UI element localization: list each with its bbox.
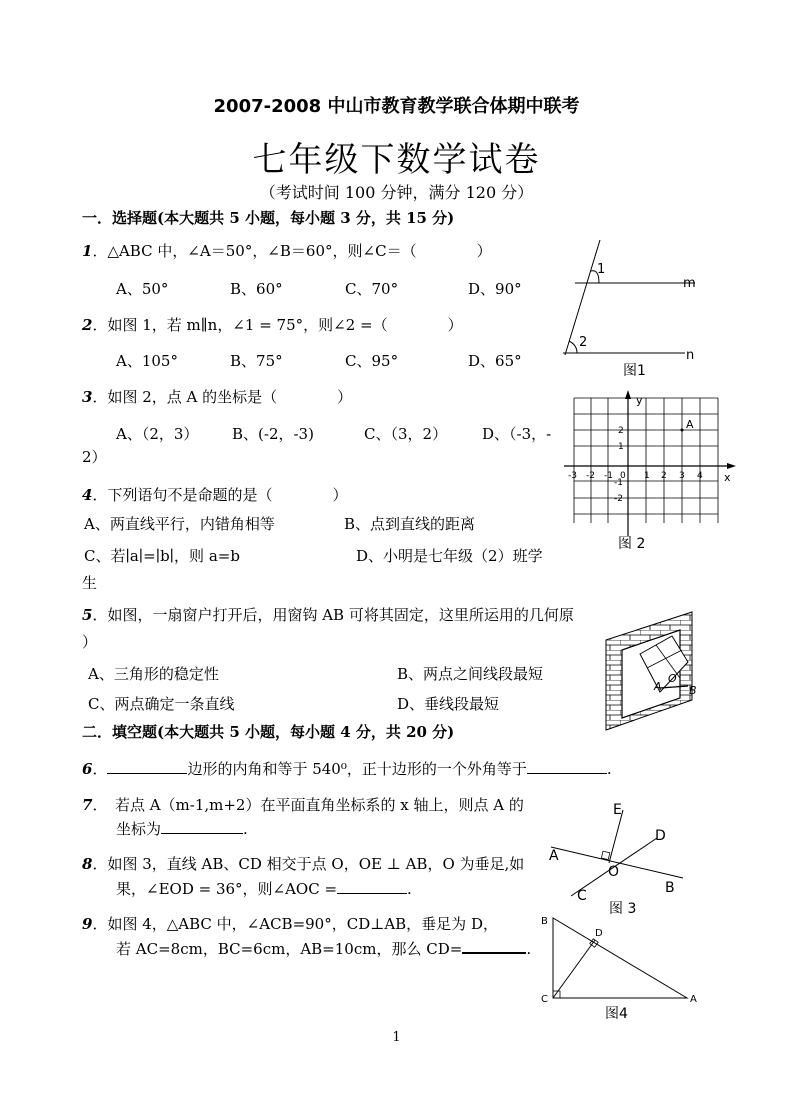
x-tick-label: -2 xyxy=(586,471,595,481)
q3-option-d-wrap: 2） xyxy=(82,448,107,466)
exam-subtitle: （考试时间 100 分钟，满分 120 分） xyxy=(259,183,534,202)
question-text: ． 若点 A（m-1,m+2）在平面直角坐标系的 x 轴上，则点 A 的 xyxy=(92,796,524,814)
question-number: 6 xyxy=(82,760,93,778)
question-text: 若 AC=8cm，BC=6cm，AB=10cm，那么 CD= xyxy=(116,940,463,958)
question-end: . xyxy=(526,940,532,958)
q5-option-c: C、两点确定一条直线 xyxy=(88,695,235,713)
figure-3 xyxy=(545,800,695,925)
question-9-line2 xyxy=(116,938,531,959)
question-text: ．△ABC 中，∠A＝50°，∠B＝60°，则∠C＝（ ） xyxy=(92,242,492,260)
x-tick-labels xyxy=(568,471,703,481)
figure-3-caption: 图 3 xyxy=(609,901,637,917)
figure-2 xyxy=(560,388,745,558)
question-end: . xyxy=(606,760,612,778)
question-number: 7 xyxy=(82,796,93,814)
label-c: C xyxy=(577,888,587,904)
label-e: E xyxy=(613,802,622,818)
exam-title: 七年级下数学试卷 xyxy=(252,140,541,180)
question-text: 边形的内角和等于 540⁰，正十边形的一个外角等于 xyxy=(187,760,527,778)
q5-option-d: D、垂线段最短 xyxy=(397,695,500,713)
q3-option-d: D、（-3，- xyxy=(482,425,552,443)
y-tick-label: -1 xyxy=(614,478,623,488)
figure-4 xyxy=(535,910,705,1025)
question-text: ．如图 2，点 A 的坐标是（ ） xyxy=(92,388,353,406)
label-b: B xyxy=(689,684,697,697)
y-tick-labels xyxy=(614,426,624,504)
question-7-line2 xyxy=(116,818,248,839)
question-8 xyxy=(82,853,524,874)
question-3 xyxy=(82,386,352,407)
exam-header-title: 2007-2008 中山市教育教学联合体期中联考 xyxy=(213,96,580,117)
question-number: 1 xyxy=(82,242,93,260)
q4-option-b: B、点到直线的距离 xyxy=(344,515,476,533)
label-n: n xyxy=(686,348,695,363)
question-2 xyxy=(82,314,463,335)
q2-option-d: D、65° xyxy=(468,352,522,370)
angle-2-arc xyxy=(569,341,577,353)
question-text: ．如图，一扇窗户打开后，用窗钩 AB 可将其固定，这里所运用的几何原 xyxy=(92,606,574,624)
label-angle-2: 2 xyxy=(579,335,588,350)
label-a: A xyxy=(549,848,559,864)
triangle-abc xyxy=(553,918,687,998)
label-a: A xyxy=(654,680,662,693)
x-tick-label: -3 xyxy=(568,471,577,481)
q5-option-b: B、两点之间线段最短 xyxy=(397,665,544,683)
section-title-choice: 一．选择题(本大题共 5 小题，每小题 3 分，共 15 分) xyxy=(82,209,455,227)
q2-option-b: B、75° xyxy=(230,352,283,370)
question-7 xyxy=(82,794,524,815)
question-end: . xyxy=(407,880,412,898)
question-number: 3 xyxy=(82,388,93,406)
question-8-line2 xyxy=(116,878,412,899)
q4-option-d: D、小明是七年级（2）班学 xyxy=(356,547,543,565)
question-6: 6． 边形的内角和等于 540⁰，正十边形的一个外角等于 . xyxy=(82,760,612,778)
section-title-fill: 二．填空题(本大题共 5 小题，每小题 4 分，共 20 分) xyxy=(82,723,455,741)
label-o: O xyxy=(668,672,677,685)
altitude-cd xyxy=(553,940,595,998)
figure-1 xyxy=(555,235,705,380)
page-number: 1 xyxy=(392,1030,401,1045)
q1-option-d: D、90° xyxy=(468,280,522,298)
answer-blank[interactable] xyxy=(527,773,607,774)
figure-2-caption: 图 2 xyxy=(618,536,646,552)
label-o: O xyxy=(608,864,620,880)
y-tick-label: -2 xyxy=(614,494,623,504)
q1-option-b: B、60° xyxy=(230,280,283,298)
q4-option-d-wrap: 生 xyxy=(82,574,98,592)
label-a: A xyxy=(690,994,697,1005)
x-tick-label: 2 xyxy=(661,471,667,481)
label-d: D xyxy=(655,828,666,844)
question-number: 8 xyxy=(82,855,93,873)
question-text: ．如图 1，若 m∥n，∠1 = 75°，则∠2 =（ ） xyxy=(92,316,463,334)
y-axis-arrow-icon xyxy=(625,390,631,399)
question-text: 果，∠EOD = 36°，则∠AOC = xyxy=(116,880,338,898)
q1-option-a: A、50° xyxy=(116,280,169,298)
x-tick-label: 4 xyxy=(697,471,703,481)
q3-option-c: C、（3，2） xyxy=(364,425,448,443)
label-x: x xyxy=(724,471,731,484)
question-text: ．如图 4，△ABC 中，∠ACB=90°，CD⊥AB，垂足为 D， xyxy=(92,915,498,933)
point-a xyxy=(681,429,684,432)
window-figure xyxy=(600,610,700,740)
question-number: 2 xyxy=(82,316,93,334)
q2-option-a: A、105° xyxy=(116,352,178,370)
answer-blank[interactable] xyxy=(337,893,407,894)
answer-blank[interactable] xyxy=(161,833,243,834)
q5-wrap: ） xyxy=(82,633,98,651)
x-tick-label: 1 xyxy=(644,471,650,481)
x-axis-arrow-icon xyxy=(727,463,736,469)
question-end: . xyxy=(243,820,248,838)
label-b: B xyxy=(541,916,548,927)
label-m: m xyxy=(683,276,696,291)
label-angle-1: 1 xyxy=(597,262,606,277)
q5-option-a: A、三角形的稳定性 xyxy=(88,665,219,683)
question-5 xyxy=(82,604,574,625)
label-c: C xyxy=(541,994,548,1005)
question-number: 4 xyxy=(82,486,93,504)
x-tick-label: 0 xyxy=(620,471,626,481)
label-d: D xyxy=(595,928,603,939)
question-text: ．如图 3，直线 AB、CD 相交于点 O，OE ⊥ AB，O 为垂足,如 xyxy=(92,855,525,873)
x-tick-label: -1 xyxy=(604,471,613,481)
right-angle-mark xyxy=(601,851,609,859)
figure-4-caption: 图4 xyxy=(605,1006,628,1022)
question-9 xyxy=(82,913,498,934)
question-text: 坐标为 xyxy=(116,820,162,838)
label-point-a: A xyxy=(686,418,694,431)
y-tick-label: 2 xyxy=(618,426,624,436)
question-4 xyxy=(82,484,347,505)
answer-blank[interactable] xyxy=(462,952,526,954)
question-number: 5 xyxy=(82,606,93,624)
answer-blank[interactable] xyxy=(107,773,187,774)
q4-option-a: A、两直线平行，内错角相等 xyxy=(84,515,275,533)
coordinate-grid xyxy=(574,398,718,523)
question-number: 9 xyxy=(82,915,93,933)
q3-option-b: B、(-2，-3) xyxy=(232,425,314,443)
q4-option-c: C、若∣a∣=∣b∣，则 a=b xyxy=(84,547,240,565)
q2-option-c: C、95° xyxy=(345,352,399,370)
label-b: B xyxy=(665,880,675,896)
x-tick-label: 3 xyxy=(679,471,685,481)
q3-option-a: A、（2，3） xyxy=(116,425,199,443)
figure-1-caption: 图1 xyxy=(623,363,646,379)
question-text: ．下列语句不是命题的是（ ） xyxy=(92,486,348,504)
question-1 xyxy=(82,240,492,261)
label-y: y xyxy=(636,394,643,407)
y-tick-label: 1 xyxy=(618,442,624,452)
q1-option-c: C、70° xyxy=(345,280,399,298)
